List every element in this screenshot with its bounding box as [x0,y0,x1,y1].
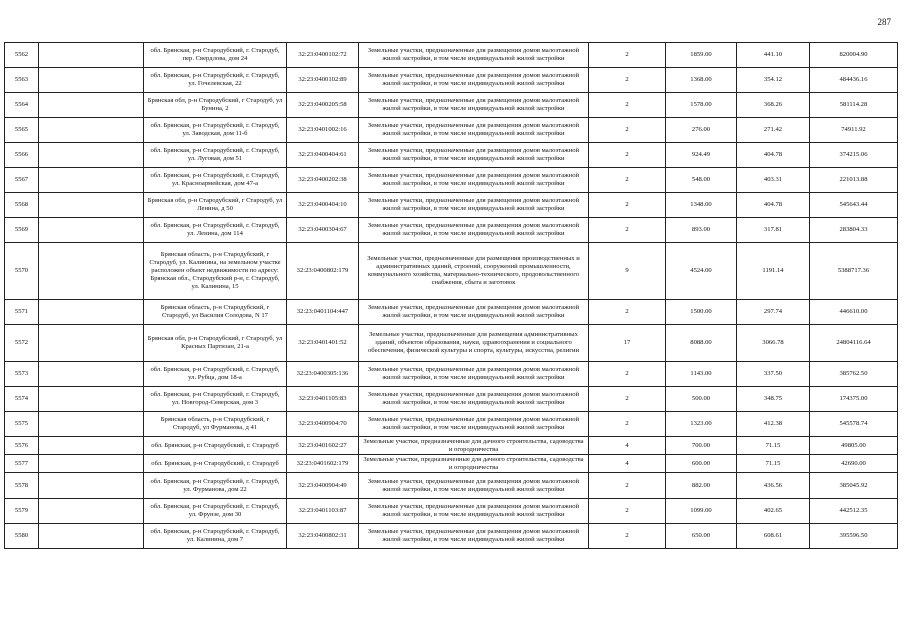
table-row [5,168,898,193]
table-row [5,325,898,362]
table-row [5,43,898,68]
cadastral-value-cell: 374215.06 [810,143,898,168]
land-use-cell: Земельные участки, предназначенные для размещения домов малоэтажной жилой застройки, в том числе индивидуальной жилой застройки [359,412,589,437]
empty-cell [39,325,144,362]
cadastral-value-cell: 174375.00 [810,387,898,412]
group-cell: 2 [589,43,666,68]
specific-value-cell: 404.78 [737,143,810,168]
row-number: 5580 [5,524,39,549]
cadastral-value-cell: 395596.50 [810,524,898,549]
table-row [5,524,898,549]
specific-value-cell: 436.56 [737,473,810,499]
group-cell: 2 [589,387,666,412]
area-cell: 1348.00 [666,193,737,218]
area-cell: 882.00 [666,473,737,499]
cadastral-value-cell: 221013.88 [810,168,898,193]
cadastral-number-cell: 32:23:0400904:70 [287,412,359,437]
area-cell: 1323.00 [666,412,737,437]
address-cell: обл. Брянская, р-н Стародубский, г. Стародуб, пер. Свердлова, дом 24 [144,43,287,68]
address-cell: обл. Брянская, р-н Стародубский, г. Стародуб, ул. Красноармейская, дом 47-а [144,168,287,193]
empty-cell [39,362,144,387]
table-row [5,143,898,168]
area-cell: 1578.00 [666,93,737,118]
empty-cell [39,143,144,168]
specific-value-cell: 404.78 [737,193,810,218]
land-use-cell: Земельные участки, предназначенные для дачного строительства, садоводства и огородничества [359,437,589,455]
group-cell: 2 [589,412,666,437]
specific-value-cell: 271.42 [737,118,810,143]
table-row [5,68,898,93]
row-number: 5573 [5,362,39,387]
cadastral-value-cell: 446610.00 [810,300,898,325]
land-use-cell: Земельные участки, предназначенные для размещения домов малоэтажной жилой застройки, в том числе индивидуальной жилой застройки [359,93,589,118]
specific-value-cell: 71.15 [737,437,810,455]
land-use-cell: Земельные участки, предназначенные для размещения административных зданий, объектов образования, науки, здравоохранения и социального обеспечения, физической культуры и спорта, культуры, искусства, религии [359,325,589,362]
table-row [5,218,898,243]
row-number: 5565 [5,118,39,143]
specific-value-cell: 71.15 [737,455,810,473]
area-cell: 650.00 [666,524,737,549]
address-cell: обл. Брянская, р-н Стародубский, г. Стародуб, ул. Фурманова, дом 22 [144,473,287,499]
address-cell: обл. Брянская, р-н Стародубский, г. Стародуб, ул. Луговая, дом 51 [144,143,287,168]
page-number: 287 [877,17,891,27]
cadastral-number-cell: 32:23:0400802:179 [287,243,359,300]
cadastral-value-cell: 545578.74 [810,412,898,437]
area-cell: 1099.00 [666,499,737,524]
area-cell: 893.00 [666,218,737,243]
area-cell: 924.49 [666,143,737,168]
group-cell: 2 [589,143,666,168]
cadastral-value-cell: 49805.00 [810,437,898,455]
row-number: 5563 [5,68,39,93]
specific-value-cell: 3066.78 [737,325,810,362]
group-cell: 2 [589,524,666,549]
cadastral-value-cell: 581114.28 [810,93,898,118]
empty-cell [39,243,144,300]
cadastral-number-cell: 32:23:0401602:27 [287,437,359,455]
empty-cell [39,473,144,499]
cadastral-number-cell: 32:23:0400404:61 [287,143,359,168]
cadastral-number-cell: 32:23:0401103:87 [287,499,359,524]
cadastral-value-cell: 484436.16 [810,68,898,93]
empty-cell [39,300,144,325]
specific-value-cell: 412.38 [737,412,810,437]
address-cell: Брянская обл, р-н Стародубский, г Стародуб, ул Бунина, 2 [144,93,287,118]
row-number: 5564 [5,93,39,118]
row-number: 5571 [5,300,39,325]
cadastral-number-cell: 32:23:0400404:10 [287,193,359,218]
table-row [5,412,898,437]
cadastral-number-cell: 32:23:0401602:179 [287,455,359,473]
row-number: 5566 [5,143,39,168]
address-cell: обл. Брянская, р-н Стародубский, г. Стародуб, ул. Ленина, дом 114 [144,218,287,243]
cadastral-value-cell: 442512.35 [810,499,898,524]
address-cell: Брянская область, р-н Стародубский, г Стародуб, ул Фурманова, д 41 [144,412,287,437]
empty-cell [39,93,144,118]
area-cell: 700.00 [666,437,737,455]
cadastral-number-cell: 32:23:0401002:16 [287,118,359,143]
table-row [5,437,898,455]
land-use-cell: Земельные участки, предназначенные для размещения домов малоэтажной жилой застройки, в том числе индивидуальной жилой застройки [359,362,589,387]
group-cell: 2 [589,193,666,218]
area-cell: 600.00 [666,455,737,473]
area-cell: 548.00 [666,168,737,193]
group-cell: 9 [589,243,666,300]
empty-cell [39,455,144,473]
specific-value-cell: 354.12 [737,68,810,93]
land-use-cell: Земельные участки, предназначенные для размещения домов малоэтажной жилой застройки, в том числе индивидуальной жилой застройки [359,143,589,168]
empty-cell [39,218,144,243]
area-cell: 4524.00 [666,243,737,300]
cadastral-value-cell: 283804.33 [810,218,898,243]
cadastral-number-cell: 32:23:0400205:58 [287,93,359,118]
row-number: 5577 [5,455,39,473]
cadastral-number-cell: 32:23:0400102:72 [287,43,359,68]
table-row [5,243,898,300]
address-cell: обл. Брянская, р-н Стародубский, г. Стародуб [144,437,287,455]
cadastral-number-cell: 32:23:0400305:136 [287,362,359,387]
group-cell: 2 [589,68,666,93]
land-use-cell: Земельные участки, предназначенные для размещения домов малоэтажной жилой застройки, в том числе индивидуальной жилой застройки [359,218,589,243]
address-cell: обл. Брянская, р-н Стародубский, г. Стародуб, ул. Калинина, дом 7 [144,524,287,549]
table-row [5,455,898,473]
specific-value-cell: 348.75 [737,387,810,412]
row-number: 5568 [5,193,39,218]
specific-value-cell: 441.10 [737,43,810,68]
specific-value-cell: 297.74 [737,300,810,325]
cadastral-number-cell: 32:23:0400202:38 [287,168,359,193]
empty-cell [39,118,144,143]
land-use-cell: Земельные участки, предназначенные для размещения домов малоэтажной жилой застройки, в том числе индивидуальной жилой застройки [359,499,589,524]
cadastral-number-cell: 32:23:0400802:31 [287,524,359,549]
group-cell: 2 [589,473,666,499]
group-cell: 2 [589,168,666,193]
group-cell: 4 [589,437,666,455]
table-row [5,387,898,412]
specific-value-cell: 317.81 [737,218,810,243]
area-cell: 1143.00 [666,362,737,387]
address-cell: обл. Брянская, р-н Стародубский, г. Стародуб, ул. Заводская, дом 11-б [144,118,287,143]
area-cell: 1368.00 [666,68,737,93]
empty-cell [39,437,144,455]
table-row [5,118,898,143]
cadastral-value-cell: 385762.50 [810,362,898,387]
area-cell: 500.00 [666,387,737,412]
address-cell: Брянская обл, р-н Стародубский, г Стародуб, ул Ленина, д 50 [144,193,287,218]
address-cell: обл. Брянская, р-н Стародубский, г. Стародуб, ул. Новгород-Северская, дом 3 [144,387,287,412]
land-use-cell: Земельные участки, предназначенные для размещения домов малоэтажной жилой застройки, в том числе индивидуальной жилой застройки [359,43,589,68]
area-cell: 276.00 [666,118,737,143]
address-cell: Брянская обл, р-н Стародубский, г Стародуб, ул Красных Партизан, 21-а [144,325,287,362]
empty-cell [39,68,144,93]
empty-cell [39,412,144,437]
land-use-cell: Земельные участки, предназначенные для размещения домов малоэтажной жилой застройки, в том числе индивидуальной жилой застройки [359,193,589,218]
address-cell: Брянская область, р-н Стародубский, г Стародуб, ул Василия Солодова, N 17 [144,300,287,325]
area-cell: 1859.00 [666,43,737,68]
land-use-cell: Земельные участки, предназначенные для размещения домов малоэтажной жилой застройки, в том числе индивидуальной жилой застройки [359,168,589,193]
address-cell: обл. Брянская, р-н Стародубский, г. Стародуб, ул. Гочелевская, 22 [144,68,287,93]
cadastral-value-cell: 385045.92 [810,473,898,499]
address-cell: обл. Брянская, р-н Стародубский, г. Стародуб, ул. Фрунзе, дом 30 [144,499,287,524]
cadastral-number-cell: 32:23:0401401:52 [287,325,359,362]
land-use-cell: Земельные участки, предназначенные для размещения домов малоэтажной жилой застройки, в том числе индивидуальной жилой застройки [359,473,589,499]
cadastral-value-cell: 42690.00 [810,455,898,473]
group-cell: 4 [589,455,666,473]
cadastral-value-cell: 74911.92 [810,118,898,143]
group-cell: 17 [589,325,666,362]
specific-value-cell: 1191.14 [737,243,810,300]
specific-value-cell: 368.26 [737,93,810,118]
land-use-cell: Земельные участки, предназначенные для размещения домов малоэтажной жилой застройки, в том числе индивидуальной жилой застройки [359,118,589,143]
row-number: 5575 [5,412,39,437]
empty-cell [39,499,144,524]
table-row [5,193,898,218]
land-use-cell: Земельные участки, предназначенные для размещения домов малоэтажной жилой застройки, в том числе индивидуальной жилой застройки [359,524,589,549]
row-number: 5562 [5,43,39,68]
specific-value-cell: 337.50 [737,362,810,387]
cadastral-value-cell: 820004.90 [810,43,898,68]
group-cell: 2 [589,118,666,143]
land-use-cell: Земельные участки, предназначенные для размещения домов малоэтажной жилой застройки, в том числе индивидуальной жилой застройки [359,300,589,325]
table-row [5,300,898,325]
row-number: 5569 [5,218,39,243]
land-use-cell: Земельные участки, предназначенные для дачного строительства, садоводства и огородничества [359,455,589,473]
row-number: 5574 [5,387,39,412]
group-cell: 2 [589,499,666,524]
table-row [5,499,898,524]
group-cell: 2 [589,218,666,243]
row-number: 5576 [5,437,39,455]
group-cell: 2 [589,300,666,325]
cadastral-number-cell: 32:23:0400304:67 [287,218,359,243]
row-number: 5567 [5,168,39,193]
land-plots-table [4,42,898,549]
cadastral-value-cell: 545643.44 [810,193,898,218]
cadastral-number-cell: 32:23:0400102:89 [287,68,359,93]
land-use-cell: Земельные участки, предназначенные для размещения домов малоэтажной жилой застройки, в том числе индивидуальной жилой застройки [359,68,589,93]
table-row [5,362,898,387]
row-number: 5578 [5,473,39,499]
land-use-cell: Земельные участки, предназначенные для размещения производственных и административных зданий, строений, сооружений промышленности, коммунального хозяйства, материально-технического, продовольственного снабжения, сбыта и заготовок [359,243,589,300]
address-cell: обл. Брянская, р-н Стародубский, г. Стародуб [144,455,287,473]
row-number: 5570 [5,243,39,300]
address-cell: Брянская область, р-н Стародубский, г Стародуб, ул. Калинина, на земельном участке расположен объект недвижимости по адресу: Брянская обл., Стародубский р-н, г. Стародуб, ул. Калинина, 15 [144,243,287,300]
row-number: 5579 [5,499,39,524]
cadastral-number-cell: 32:23:0401105:83 [287,387,359,412]
empty-cell [39,43,144,68]
specific-value-cell: 608.61 [737,524,810,549]
cadastral-value-cell: 24804116.64 [810,325,898,362]
area-cell: 1500.00 [666,300,737,325]
specific-value-cell: 403.31 [737,168,810,193]
specific-value-cell: 402.65 [737,499,810,524]
empty-cell [39,193,144,218]
land-use-cell: Земельные участки, предназначенные для размещения домов малоэтажной жилой застройки, в том числе индивидуальной жилой застройки [359,387,589,412]
empty-cell [39,387,144,412]
group-cell: 2 [589,362,666,387]
table-row [5,93,898,118]
empty-cell [39,168,144,193]
address-cell: обл. Брянская, р-н Стародубский, г. Стародуб, ул. Рубца, дом 18-а [144,362,287,387]
cadastral-value-cell: 5388717.36 [810,243,898,300]
row-number: 5572 [5,325,39,362]
group-cell: 2 [589,93,666,118]
empty-cell [39,524,144,549]
area-cell: 8088.00 [666,325,737,362]
cadastral-number-cell: 32:23:0401104:447 [287,300,359,325]
cadastral-number-cell: 32:23:0400904:49 [287,473,359,499]
table-row [5,473,898,499]
